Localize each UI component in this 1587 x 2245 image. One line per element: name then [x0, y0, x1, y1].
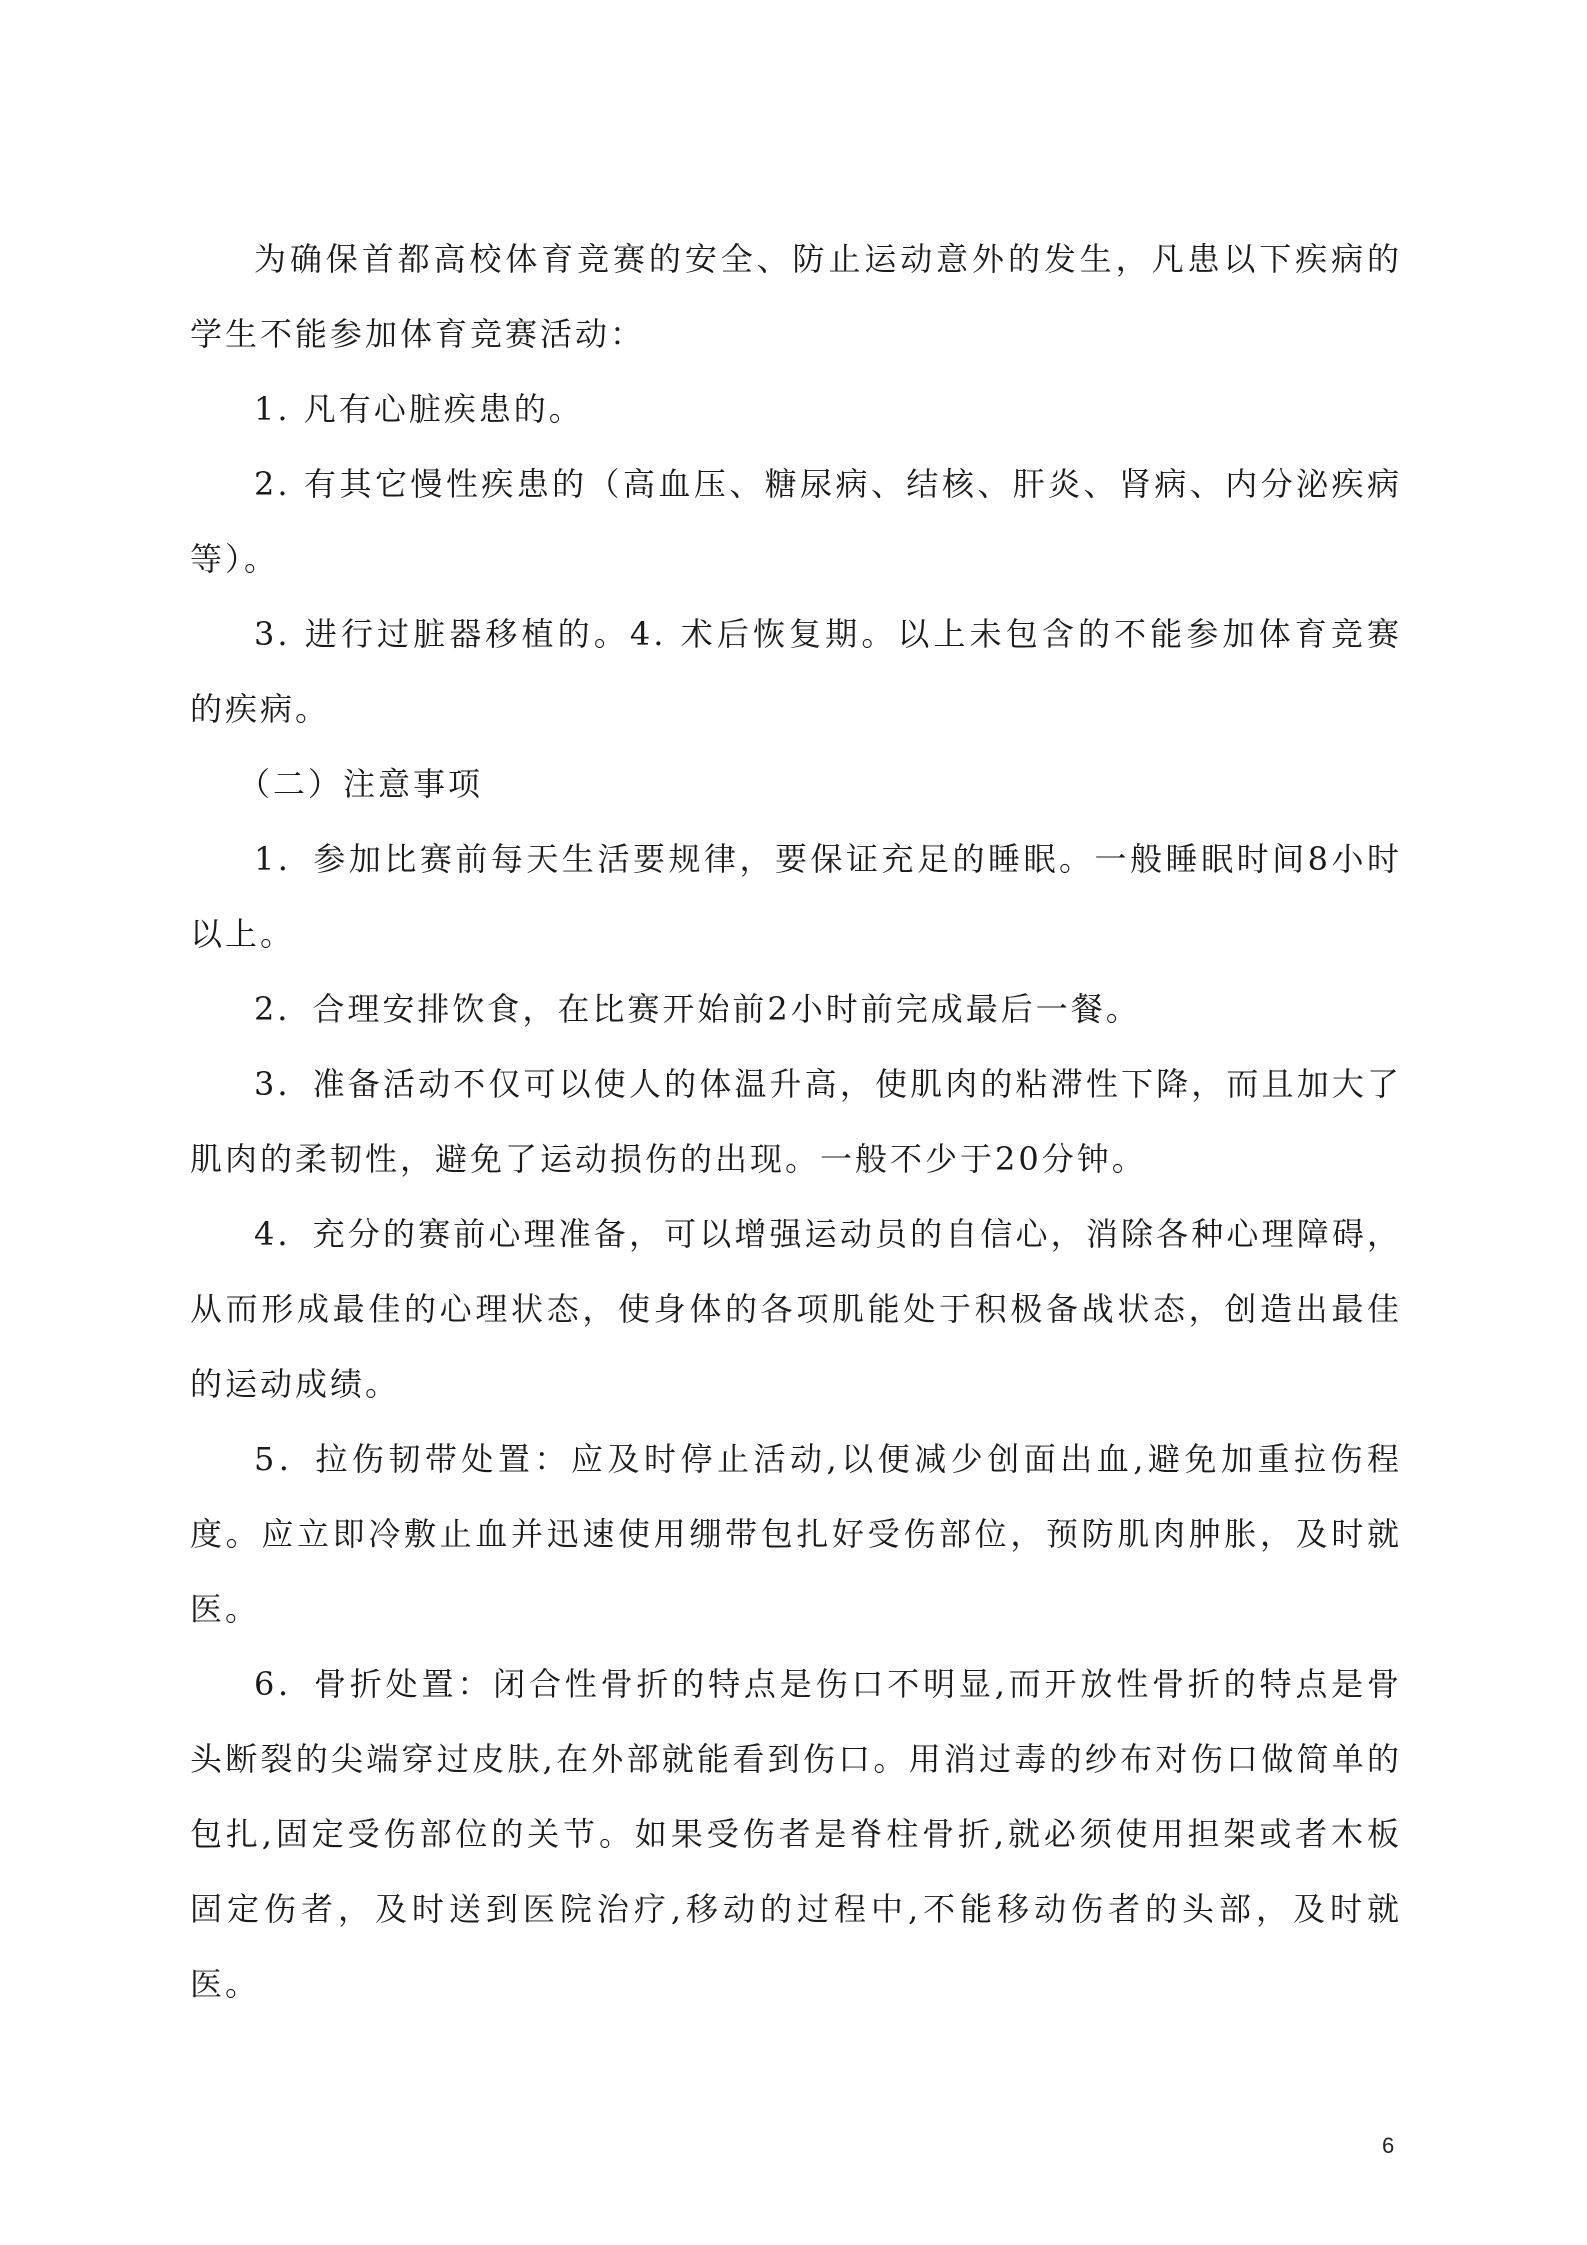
list-item-heart-disease: 1. 凡有心脏疾患的。 [254, 390, 584, 428]
page-number: 6 [1382, 2133, 1395, 2158]
note-item-warmup: 3．准备活动不仅可以使人的体温升高，使肌肉的粘滞性下降，而且加大了肌肉的柔韧性，避免了运动损伤的出现。一般不少于20分钟。 [190, 1065, 1402, 1178]
note-item-sleep: 1．参加比赛前每天生活要规律，要保证充足的睡眠。一般睡眠时间8小时以上。 [190, 840, 1402, 953]
note-item-diet: 2．合理安排饮食，在比赛开始前2小时前完成最后一餐。 [254, 990, 1141, 1028]
note-item-mental-prep: 4．充分的赛前心理准备，可以增强运动员的自信心，消除各种心理障碍，从而形成最佳的心理状态，使身体的各项肌能处于积极备战状态，创造出最佳的运动成绩。 [190, 1215, 1402, 1403]
section-heading-notes: （二）注意事项 [238, 765, 484, 803]
note-item-fracture: 6．骨折处置：闭合性骨折的特点是伤口不明显,而开放性骨折的特点是骨头断裂的尖端穿过皮肤,在外部就能看到伤口。用消过毒的纱布对伤口做简单的包扎,固定受伤部位的关节。如果受伤者是脊柱骨折,就必须使用担架或者木板固定伤者，及时送到医院治疗,移动的过程中,不能移动伤者的头部，及时就医。 [190, 1665, 1402, 2003]
body-text [190, 222, 1402, 2022]
note-item-ligament-strain: 5．拉伤韧带处置：应及时停止活动,以便减少创面出血,避免加重拉伤程度。应立即冷敷止血并迅速使用绷带包扎好受伤部位，预防肌肉肿胀，及时就医。 [190, 1440, 1402, 1628]
list-item-chronic-disease: 2. 有其它慢性疾患的（高血压、糖尿病、结核、肝炎、肾病、内分泌疾病等）。 [190, 465, 1402, 578]
intro-paragraph: 为确保首都高校体育竞赛的安全、防止运动意外的发生，凡患以下疾病的学生不能参加体育竞赛活动： [190, 240, 1402, 353]
list-item-transplant: 3. 进行过脏器移植的。4. 术后恢复期。以上未包含的不能参加体育竞赛的疾病。 [190, 615, 1402, 728]
